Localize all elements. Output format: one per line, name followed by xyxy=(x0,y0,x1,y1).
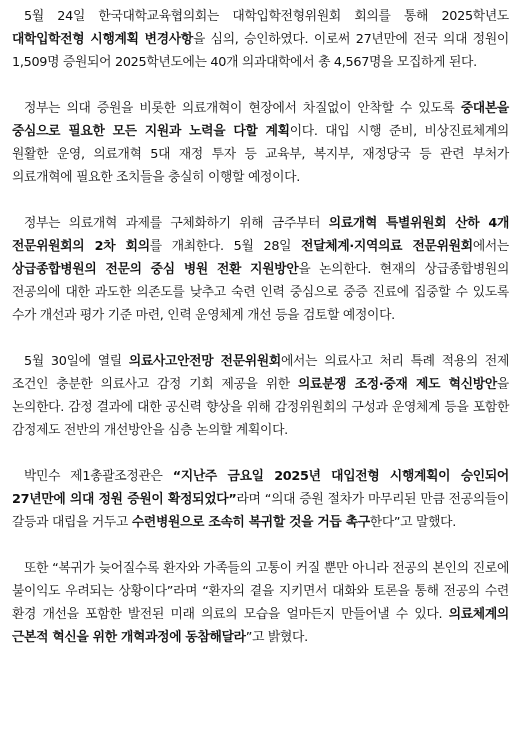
paragraph-text: 한다”고 말했다. xyxy=(369,515,457,530)
paragraph-text: 을 심의, 승인하였다. 이로써 27년만에 전국 의대 정원이 1,509명 증원되어 2025학년도에는 40개 의과대학에서 총 4,567명을 모집하게 된다. xyxy=(12,32,509,70)
paragraph xyxy=(12,97,509,189)
paragraph-text: 이다. 대입 시행 준비, 비상진료체계의 원활한 운영, 의료개혁 5대 재정 투자 등 교육부, 복지부, 재정당국 등 관련 부처가 의료개혁에 필요한 조치들을 충실히 이행할 예정이다. xyxy=(12,124,509,185)
paragraph-emphasis: 의료분쟁 조정·중재 제도 혁신방안 xyxy=(297,377,497,392)
paragraph-emphasis: 의료개혁 특별위원회 산하 4개 전문위원회의 2차 회의 xyxy=(12,216,510,254)
paragraph-text: 에서는 의료사고 처리 특례 적용의 전제 조건인 충분한 의료사고 감정 기회 제공을 위한 xyxy=(12,354,510,392)
paragraph-text: 5월 30일에 열릴 xyxy=(24,354,129,369)
paragraph xyxy=(12,557,509,649)
paragraph-emphasis: 상급종합병원의 전문의 중심 병원 전환 지원방안 xyxy=(12,262,299,277)
paragraph-text: 정부는 의대 증원을 비롯한 의료개혁이 현장에서 차질없이 안착할 수 있도록 xyxy=(24,101,461,116)
paragraph-text: 박민수 제1총괄조정관은 xyxy=(24,469,173,484)
paragraph-text: 정부는 의료개혁 과제를 구체화하기 위해 금주부터 xyxy=(24,216,329,231)
paragraph-emphasis: 전달체계·지역의료 전문위원회 xyxy=(301,239,473,254)
paragraph-text: 을 논의한다. 현재의 상급종합병원의 전공의에 대한 과도한 의존도를 낮추고 숙련 인력 중심으로 중증 진료에 집중할 수 있도록 수가 개선과 평가 기준 마련, 인력 운영체계 개선 등을 검토할 예정이다. xyxy=(12,262,510,323)
paragraph-text: ”고 밝혔다. xyxy=(245,630,308,645)
paragraph xyxy=(12,212,509,327)
paragraph-emphasis: 중대본을 중심으로 필요한 모든 지원과 노력을 다할 계획 xyxy=(12,101,509,139)
paragraph-emphasis: 수련병원으로 조속히 복귀할 것을 거듭 촉구 xyxy=(131,515,370,530)
paragraph-text: 라며 “의대 증원 절차가 마무리된 만큼 전공의들이 갈등과 대립을 거두고 xyxy=(12,492,509,530)
paragraph-emphasis: 대학입학전형 시행계획 변경사항 xyxy=(12,32,193,47)
paragraph xyxy=(12,465,509,534)
paragraph-emphasis: 의료사고안전망 전문위원회 xyxy=(128,354,281,369)
paragraph-emphasis: “지난주 금요일 2025년 대입전형 시행계획이 승인되어 27년만에 의대 정원 증원이 확정되었다” xyxy=(12,469,509,507)
paragraph-text: 을 논의한다. 감정 결과에 대한 공신력 향상을 위해 감정위원회의 구성과 운영체계 등을 포함한 감정제도 전반의 개선방안을 심층 논의할 계획이다. xyxy=(12,377,509,438)
paragraph-text: 에서는 xyxy=(472,239,509,254)
paragraph xyxy=(12,5,509,74)
paragraph-text: 를 개최한다. 5월 28일 xyxy=(149,239,302,254)
paragraph-text: 또한 “복귀가 늦어질수록 환자와 가족들의 고통이 커질 뿐만 아니라 전공의 본인의 진로에 불이익도 우려되는 상황이다”라며 “환자의 곁을 지키면서 대화와 토론을 통해 전공의 수련 환경 개선을 포함한 발전된 미래 의료의 모습을 얼마든지 만들어낼 수 있다. xyxy=(12,561,509,622)
paragraph-emphasis: 의료체계의 근본적 혁신을 위한 개혁과정에 동참해달라 xyxy=(12,607,509,645)
paragraph xyxy=(12,350,509,442)
paragraph-text: 5월 24일 한국대학교육협의회는 대학입학전형위원회 회의를 통해 2025학년도 xyxy=(24,9,509,24)
